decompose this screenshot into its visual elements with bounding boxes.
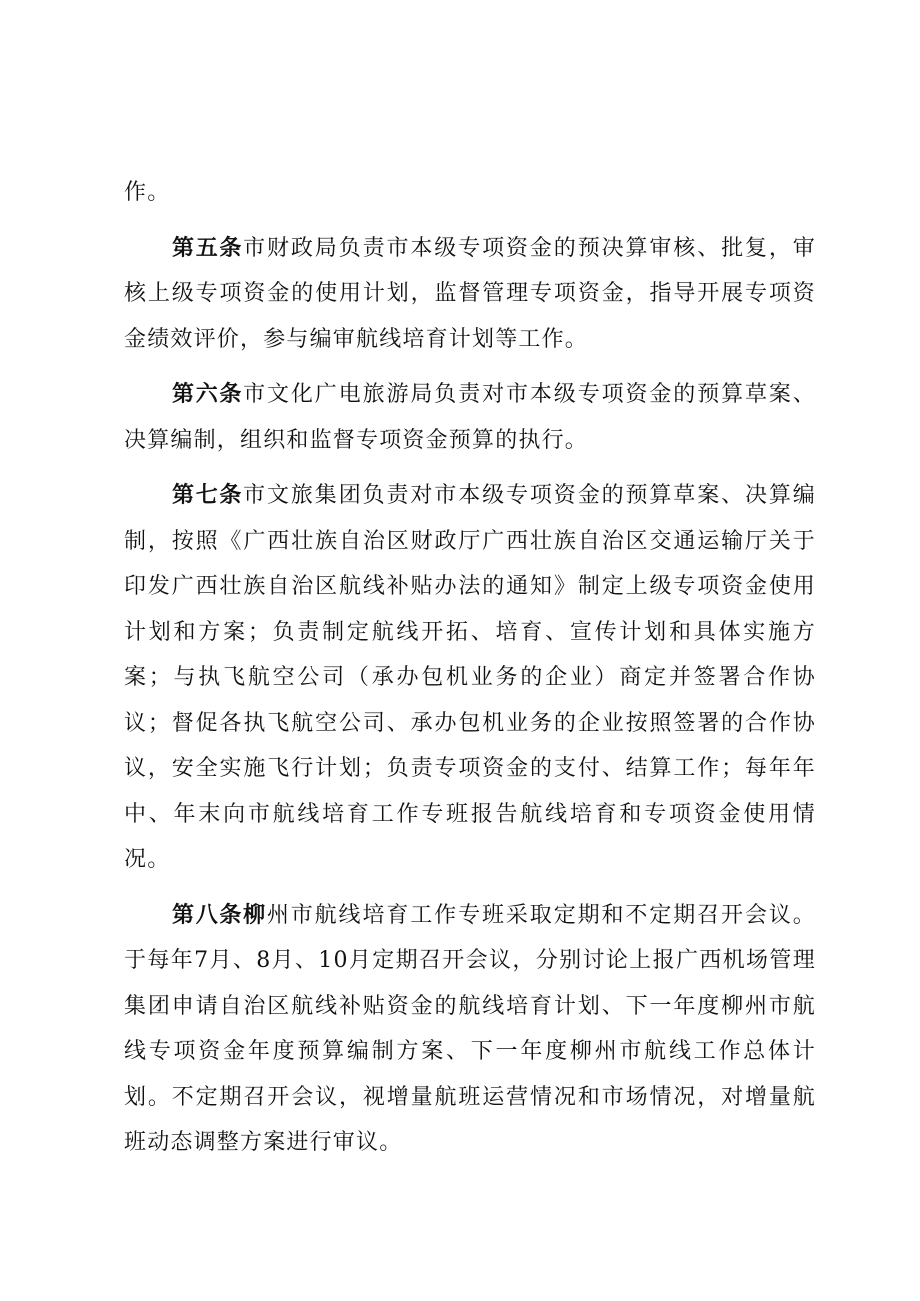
document-body xyxy=(124,170,816,1166)
paragraph-continuation xyxy=(124,170,816,216)
article-heading: 第六条 xyxy=(172,381,244,407)
article-text: 州市航线培育工作专班采取定期和不定期召开会议。于每年7月、8月、10月定期召开会议，分别讨论上报广西机场管理集团申请自治区航线补贴资金的航线培育计划、下一年度柳州市航线专项资金年度预算编制方案、下一年度柳州市航线工作总体计划。不定期召开会议，视增量航班运营情况和市场情况，对增量航班动态调整方案进行审议。 xyxy=(124,902,816,1155)
article-5 xyxy=(124,226,816,363)
article-heading: 第七条 xyxy=(172,482,244,508)
article-7 xyxy=(124,473,816,883)
article-heading: 第五条 xyxy=(172,234,244,261)
article-text: 市文旅集团负责对市本级专项资金的预算草案、决算编制，按照《广西壮族自治区财政厅广西壮族自治区交通运输厅关于印发广西壮族自治区航线补贴办法的通知》制定上级专项资金使用计划和方案；负责制定航线开拓、培育、宣传计划和具体实施方案；与执飞航空公司（承办包机业务的企业）商定并签署合作协议；督促各执飞航空公司、承办包机业务的企业按照签署的合作协议，安全实施飞行计划；负责专项资金的支付、结算工作；每年年中、年末向市航线培育工作专班报告航线培育和专项资金使用情况。 xyxy=(124,483,816,872)
article-6 xyxy=(124,372,816,463)
article-text: 市文化广电旅游局负责对市本级专项资金的预算草案、决算编制，组织和监督专项资金预算的执行。 xyxy=(124,382,816,453)
article-text: 市财政局负责市本级专项资金的预决算审核、批复，审核上级专项资金的使用计划，监督管理专项资金，指导开展专项资金绩效评价，参与编审航线培育计划等工作。 xyxy=(124,235,816,352)
article-8 xyxy=(124,893,816,1166)
article-heading: 第八条柳 xyxy=(172,901,267,928)
paragraph-text: 作。 xyxy=(124,180,171,205)
